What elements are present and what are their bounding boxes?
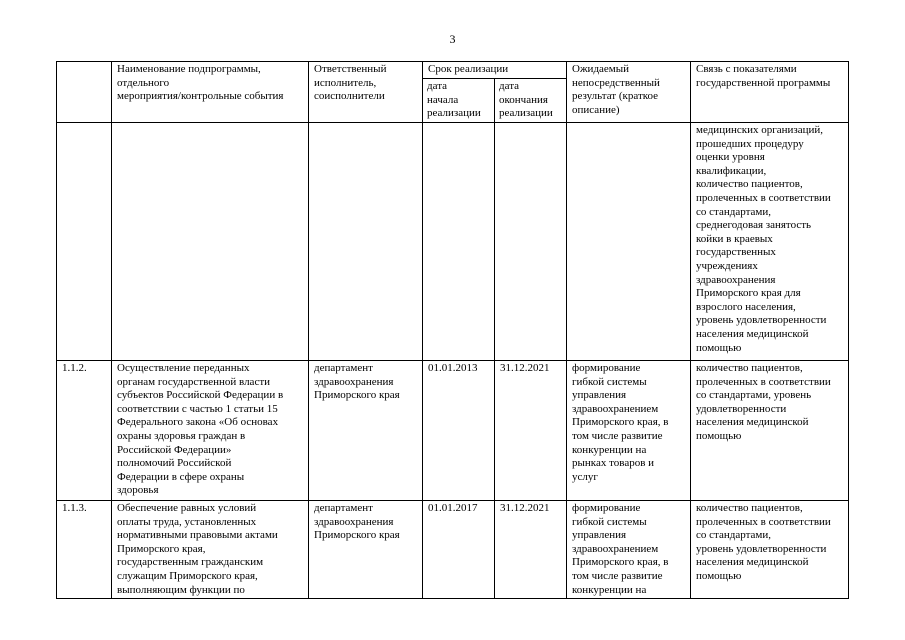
table-row bbox=[57, 501, 849, 599]
header-end: дата окончания реализации bbox=[495, 79, 567, 123]
row-result: формирование гибкой системы управления здравоохранением Приморского края, в том числе развитие конкуренции на bbox=[567, 501, 691, 599]
row-responsible bbox=[309, 123, 423, 361]
header-start: дата начала реализации bbox=[423, 79, 495, 123]
row-responsible: департамент здравоохранения Приморского края bbox=[309, 361, 423, 501]
row-responsible: департамент здравоохранения Приморского края bbox=[309, 501, 423, 599]
row-num: 1.1.2. bbox=[57, 361, 112, 501]
row-name: Осуществление переданных органам государственной власти субъектов Российской Федерации в соответствии с частью 1 статьи 15 Федерального закона «Об основах охраны здоровья граждан в Российской Федерации» полномочий Российской Федерации в сфере охраны здоровья bbox=[112, 361, 309, 501]
header-period: Срок реализации bbox=[423, 62, 567, 79]
header-num bbox=[57, 62, 112, 123]
header-link: Связь с показателями государственной программы bbox=[691, 62, 849, 123]
row-end: 31.12.2021 bbox=[495, 361, 567, 501]
row-end: 31.12.2021 bbox=[495, 501, 567, 599]
row-num bbox=[57, 123, 112, 361]
header-responsible: Ответственный исполнитель, соисполнители bbox=[309, 62, 423, 123]
header-result: Ожидаемый непосредственный результат (краткое описание) bbox=[567, 62, 691, 123]
page-number: 3 bbox=[449, 32, 456, 46]
row-start bbox=[423, 123, 495, 361]
row-link: количество пациентов, пролеченных в соответствии со стандартами, уровень удовлетворенности населения медицинской помощью bbox=[691, 361, 849, 501]
row-start: 01.01.2017 bbox=[423, 501, 495, 599]
program-table bbox=[56, 61, 849, 599]
row-link: количество пациентов, пролеченных в соответствии со стандартами, уровень удовлетворенности населения медицинской помощью bbox=[691, 501, 849, 599]
row-num: 1.1.3. bbox=[57, 501, 112, 599]
header-name: Наименование подпрограммы, отдельного мероприятия/контрольные события bbox=[112, 62, 309, 123]
row-end bbox=[495, 123, 567, 361]
row-link: медицинских организаций, прошедших процедуру оценки уровня квалификации, количество пациентов, пролеченных в соответствии со стандартами, среднегодовая занятость койки в краевых государственных учреждениях здравоохранения Приморского края для взрослого населения, уровень удовлетворенности населения медицинской помощью bbox=[691, 123, 849, 361]
row-result: формирование гибкой системы управления здравоохранением Приморского края, в том числе развитие конкуренции на рынках товаров и услуг bbox=[567, 361, 691, 501]
header-row bbox=[57, 62, 849, 79]
row-name bbox=[112, 123, 309, 361]
row-name: Обеспечение равных условий оплаты труда, установленных нормативными правовыми актами Приморского края, государственным гражданским служащим Приморского края, выполняющим функции по bbox=[112, 501, 309, 599]
row-result bbox=[567, 123, 691, 361]
row-start: 01.01.2013 bbox=[423, 361, 495, 501]
table-row bbox=[57, 361, 849, 501]
table-row bbox=[57, 123, 849, 361]
